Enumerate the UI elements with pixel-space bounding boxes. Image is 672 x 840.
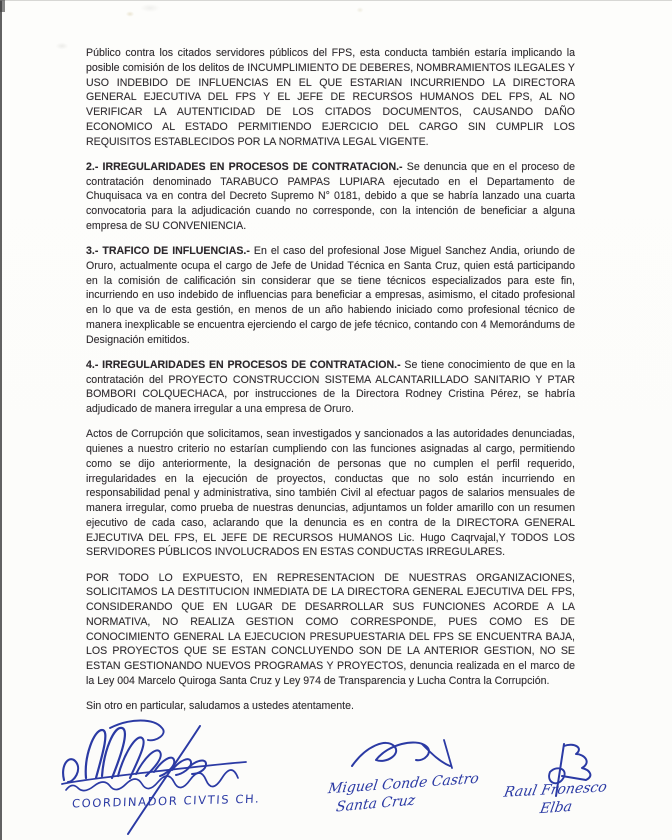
signature-center-flourish-icon (318, 736, 498, 776)
paragraph-item-3-text: En el caso del profesional Jose Miguel Sanchez Andia, oriundo de Oruro, actualmente ocupa el cargo de Jefe de Unidad Técnica en Santa Cruz, quien está participando en la comisión de calificación sin considerar que se tiene técnicos especializados para este fin, incurriendo en uso indebido de influencias para beneficiar a empresas, asimismo, el citado profesional en lo que va de esta gestión, en menos de un año habiendo iniciado como profesional técnico de manera inexplicable se encuentra ejerciendo el cargo de jefe técnico, contando con 4 Memorándums de Designación emitidos. (86, 245, 575, 346)
paragraph-item-2 (86, 160, 575, 234)
paragraph-item-4-heading: 4.- IRREGULARIDADES EN PROCESOS DE CONTRATACION.- (86, 358, 401, 371)
paragraph-intro-text: Público contra los citados servidores públicos del FPS, esta conducta también estaría implicando la posible comisión de los delitos de INCUMPLIMIENTO DE DEBERES, NOMBRAMIENTOS ILEGALES Y USO INDEBIDO DE INFLUENCIAS EN EL QUE ESTARIAN INCURRIENDO LA DIRECTORA GENERAL EJECUTIVA DEL FPS Y EL JEFE DE RECURSOS HUMANOS DEL FPS, AL NO VERIFICAR LA AUTENTICIDAD DE LOS CITADOS DOCUMENTOS, CAUSANDO DAÑO ECONOMICO AL ESTADO PERMITIENDO EJERCICIO DEL CARGO SIN CUMPLIR LOS REQUISITOS ESTABLECIDOS POR LA NORMATIVA LEGAL VIGENTE. (86, 47, 575, 148)
scan-corner-artifact (0, 0, 5, 12)
signature-center (318, 736, 498, 836)
paragraph-intro (86, 46, 575, 149)
paragraph-item-3 (86, 244, 575, 347)
paragraph-item-2-heading: 2.- IRREGULARIDADES EN PROCESOS DE CONTRATACION.- (86, 160, 403, 173)
scan-edge-top (0, 0, 672, 1)
paragraph-petition (86, 571, 575, 689)
paragraph-item-3-heading: 3.- TRAFICO DE INFLUENCIAS.- (86, 245, 250, 257)
paragraph-item-2-text: Se denuncia que en el proceso de contratación denominado TARABUCO PAMPAS LUPIARA ejecutado en el Departamento de Chuquisaca va en contra del Decreto Supremo N° 0181, debido a que se habría lanzado una cuarta convocatoria para la adjudicación cuando no corresponde, con la intención de beneficiar a alguna empresa de SU CONVENIENCIA. (86, 160, 575, 232)
paragraph-request (86, 427, 575, 560)
signature-right-name: Raul Fronesco (502, 779, 609, 801)
scan-edge-left (0, 0, 2, 840)
signature-left (50, 720, 310, 840)
signature-center-name: Miguel Conde Castro (327, 770, 480, 798)
paragraph-petition-text: POR TODO LO EXPUESTO, EN REPRESENTACION DE NUESTRAS ORGANIZACIONES, SOLICITAMOS LA DESTITUCION INMEDIATA DE LA DIRECTORA GENERAL EJECUTIVA DEL FPS, CONSIDERANDO QUE EN LUGAR DE DESARROLLAR SUS FUNCIONES ACORDE A LA NORMATIVA, NO REALIZA GESTION COMO CORRESPONDE, PUES COMO ES DE CONOCIMIENTO GENERAL LA EJECUCION PRESUPUESTARIA DEL FPS SE ENCUENTRA BAJA, LOS PROYECTOS QUE SE ESTAN CONCLUYENDO SON DE LA ANTERIOR GESTION, NO SE ESTAN GESTIONANDO NUEVOS PROGRAMAS Y PROYECTOS, denuncia realizada en el marco de la Ley 004 Marcelo Quiroga Santa Cruz y Ley 974 de Transparencia y Lucha Contra la Corrupción. (86, 571, 575, 687)
signature-right (478, 742, 668, 840)
signature-right-place: Elba (538, 798, 574, 818)
paragraph-request-text: Actos de Corrupción que solicitamos, sean investigados y sancionados a las autoridades denunciadas, quienes a nuestro criterio no estarían cumpliendo con las funciones asignadas al cargo, permitiendo como se dijo anteriormente, la designación de personas que no cumplen el perfil requerido, irregularidades en la ejecución de proyectos, conductas que no solo están incurriendo en responsabilidad penal y administrativa, sino también Civil al efectuar pagos de salarios mensuales de manera irregular, como prueba de nuestras denuncias, adjuntamos un folder amarillo con un resumen ejecutivo de cada caso, aclarando que la denuncia es en contra de la DIRECTORA GENERAL EJECUTIVA DEL FPS, EL JEFE DE RECURSOS HUMANOS Lic. Hugo Caqrvajal,Y TODOS LOS SERVIDORES PÚBLICOS INVOLUCRADOS EN ESTAS CONDUCTAS IRREGULARES. (86, 428, 575, 559)
closing-salutation: Sin otro en particular, saludamos a ustedes atentamente. (86, 700, 354, 712)
signature-left-caption: COORDINADOR CIVTIS CH. (71, 791, 261, 811)
paragraph-item-4 (86, 358, 575, 417)
signature-center-place: Santa Cruz (335, 792, 417, 816)
letter-body (86, 46, 575, 724)
paragraph-item-4-text: Se tiene conocimiento de que en la contratación del PROYECTO CONSTRUCCION SISTEMA ALCANTARILLADO SANITARIO Y PTAR BOMBORI COLQUECHACA, por instrucciones de la Directora Rodney Cristina Pérez, se habría adjudicado de manera irregular a una empresa de Oruro. (86, 358, 575, 415)
signature-left-scribble-icon (50, 720, 310, 840)
